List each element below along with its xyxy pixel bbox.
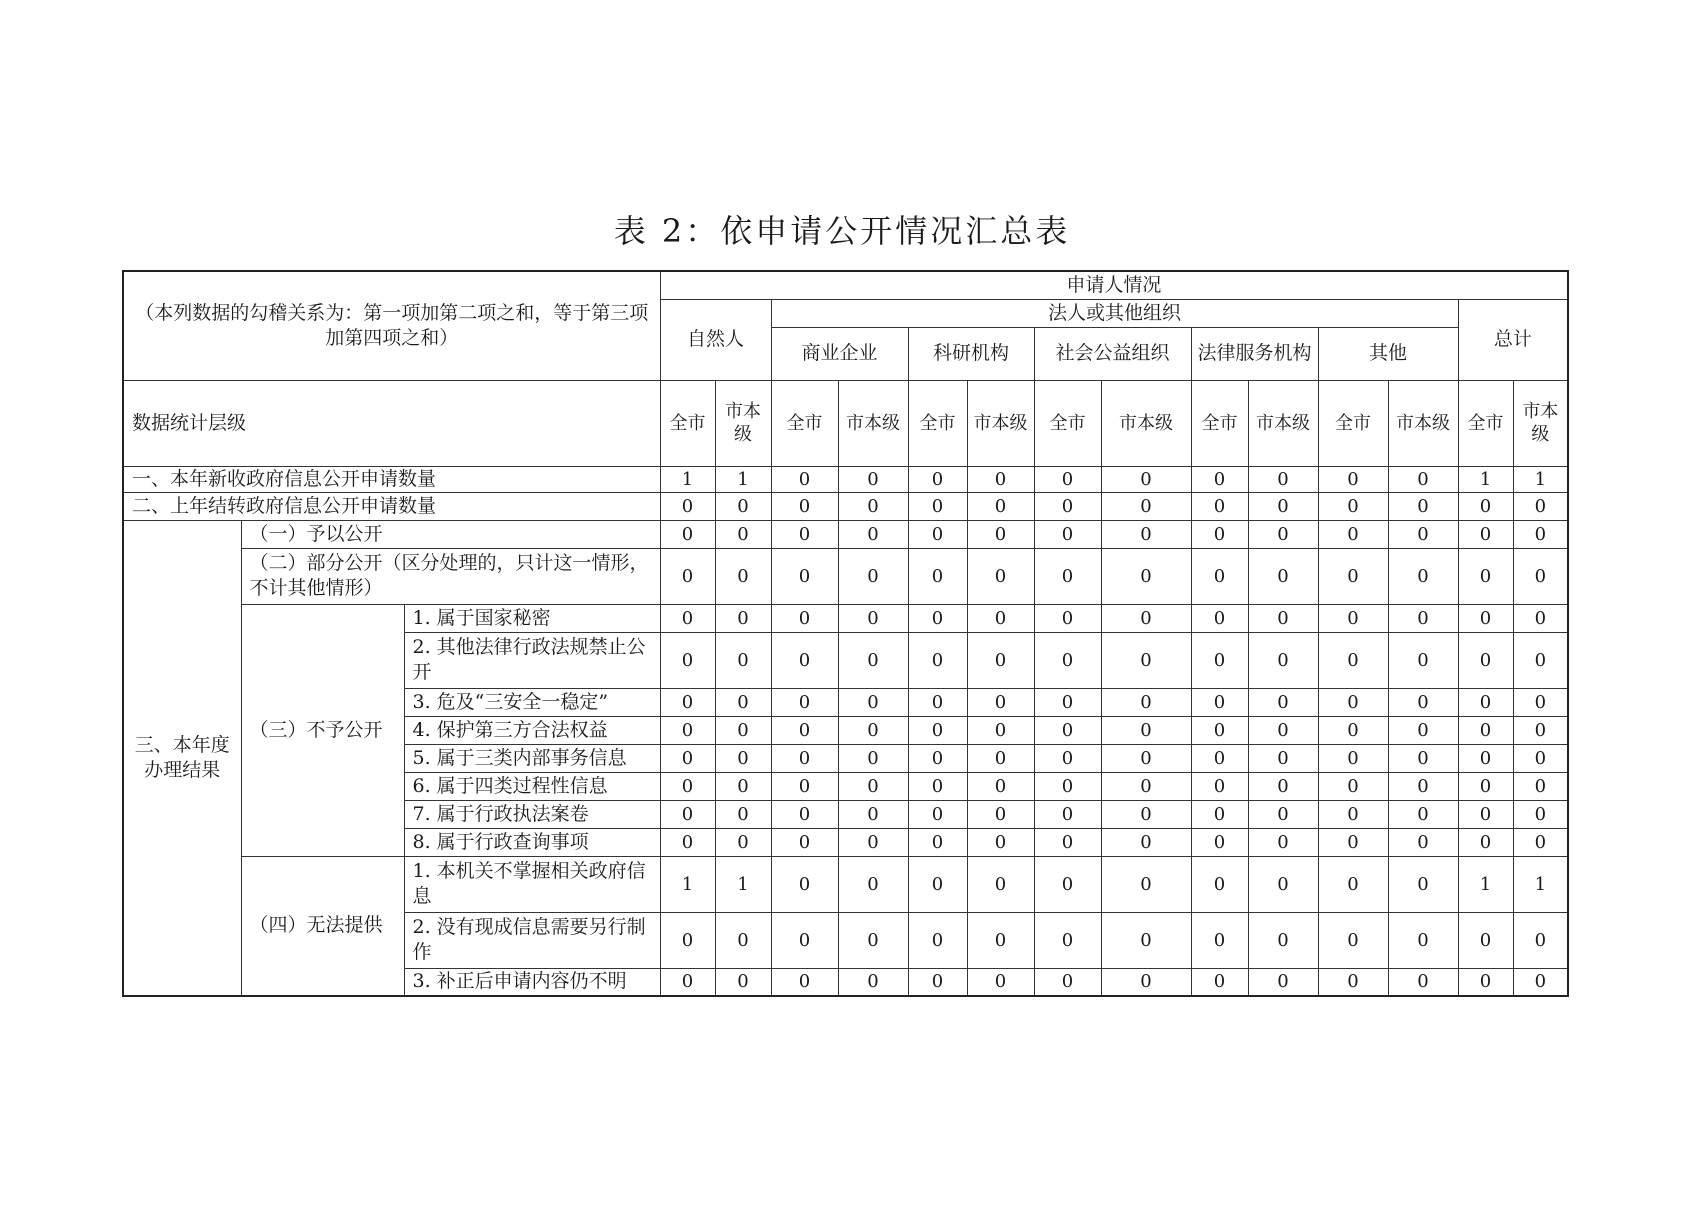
value-cell: 0 — [660, 520, 715, 548]
table-row — [123, 466, 1568, 492]
value-cell: 1 — [715, 466, 771, 492]
value-cell: 0 — [660, 492, 715, 520]
value-cell: 0 — [1458, 800, 1513, 828]
value-cell: 0 — [1101, 856, 1191, 912]
value-cell: 0 — [715, 800, 771, 828]
header-sub-col: 全市 — [908, 380, 967, 466]
value-cell: 0 — [1248, 688, 1318, 716]
value-cell: 0 — [908, 856, 967, 912]
value-cell: 0 — [838, 604, 908, 632]
value-cell: 0 — [1034, 604, 1101, 632]
value-cell: 0 — [1388, 520, 1458, 548]
value-cell: 0 — [1248, 520, 1318, 548]
value-cell: 0 — [771, 492, 838, 520]
value-cell: 1 — [1513, 856, 1568, 912]
value-cell: 0 — [1248, 604, 1318, 632]
value-cell: 0 — [1318, 912, 1388, 968]
value-cell: 0 — [1318, 800, 1388, 828]
value-cell: 0 — [1388, 772, 1458, 800]
value-cell: 0 — [1513, 772, 1568, 800]
value-cell: 0 — [1388, 828, 1458, 856]
value-cell: 0 — [1191, 632, 1248, 688]
value-cell: 1 — [1458, 856, 1513, 912]
row-label: 3. 补正后申请内容仍不明 — [404, 968, 660, 996]
value-cell: 0 — [1034, 856, 1101, 912]
header-sub-col: 全市 — [660, 380, 715, 466]
value-cell: 0 — [1034, 520, 1101, 548]
value-cell: 0 — [771, 604, 838, 632]
value-cell: 0 — [1458, 548, 1513, 604]
value-cell: 0 — [838, 688, 908, 716]
value-cell: 0 — [1191, 492, 1248, 520]
value-cell: 0 — [1318, 688, 1388, 716]
value-cell: 0 — [967, 912, 1034, 968]
value-cell: 0 — [1101, 688, 1191, 716]
group-label-3: 三、本年度办理结果 — [123, 520, 241, 996]
value-cell: 0 — [1101, 632, 1191, 688]
value-cell: 0 — [1191, 466, 1248, 492]
value-cell: 0 — [1191, 520, 1248, 548]
value-cell: 0 — [1513, 968, 1568, 996]
value-cell: 0 — [660, 912, 715, 968]
value-cell: 0 — [967, 828, 1034, 856]
value-cell: 0 — [715, 772, 771, 800]
row-label: 8. 属于行政查询事项 — [404, 828, 660, 856]
value-cell: 0 — [1513, 520, 1568, 548]
value-cell: 0 — [967, 716, 1034, 744]
value-cell: 0 — [1248, 800, 1318, 828]
value-cell: 0 — [1191, 968, 1248, 996]
value-cell: 0 — [908, 604, 967, 632]
row-label: （二）部分公开（区分处理的，只计这一情形，不计其他情形） — [241, 548, 660, 604]
value-cell: 0 — [1388, 632, 1458, 688]
value-cell: 0 — [1191, 688, 1248, 716]
value-cell: 0 — [838, 856, 908, 912]
value-cell: 0 — [908, 968, 967, 996]
value-cell: 0 — [967, 968, 1034, 996]
row-label: 5. 属于三类内部事务信息 — [404, 744, 660, 772]
row-label: 2. 没有现成信息需要另行制作 — [404, 912, 660, 968]
value-cell: 0 — [1034, 912, 1101, 968]
value-cell: 0 — [660, 604, 715, 632]
value-cell: 0 — [715, 716, 771, 744]
value-cell: 0 — [1101, 912, 1191, 968]
value-cell: 0 — [1034, 688, 1101, 716]
value-cell: 0 — [771, 800, 838, 828]
value-cell: 0 — [967, 604, 1034, 632]
value-cell: 0 — [715, 744, 771, 772]
value-cell: 0 — [1458, 912, 1513, 968]
value-cell: 0 — [967, 688, 1034, 716]
value-cell: 0 — [1248, 912, 1318, 968]
header-legal-org: 法人或其他组织 — [771, 299, 1458, 327]
value-cell: 0 — [715, 968, 771, 996]
value-cell: 0 — [771, 828, 838, 856]
value-cell: 0 — [838, 968, 908, 996]
value-cell: 0 — [1034, 492, 1101, 520]
value-cell: 0 — [1318, 548, 1388, 604]
table-row — [123, 492, 1568, 520]
header-note: （本列数据的勾稽关系为：第一项加第二项之和，等于第三项加第四项之和） — [123, 271, 660, 380]
value-cell: 0 — [771, 688, 838, 716]
value-cell: 0 — [1513, 632, 1568, 688]
value-cell: 0 — [967, 772, 1034, 800]
header-sub-col: 市本级 — [1248, 380, 1318, 466]
value-cell: 0 — [715, 548, 771, 604]
header-sub-col: 市本级 — [1101, 380, 1191, 466]
value-cell: 0 — [1458, 492, 1513, 520]
value-cell: 0 — [838, 716, 908, 744]
value-cell: 0 — [967, 744, 1034, 772]
value-cell: 0 — [660, 800, 715, 828]
header-org-type: 商业企业 — [771, 327, 908, 380]
value-cell: 0 — [838, 548, 908, 604]
group-label-3-4: （四）无法提供 — [241, 856, 404, 996]
header-org-type: 其他 — [1318, 327, 1458, 380]
value-cell: 0 — [1318, 632, 1388, 688]
value-cell: 0 — [771, 716, 838, 744]
row-label: 1. 本机关不掌握相关政府信息 — [404, 856, 660, 912]
value-cell: 0 — [1034, 828, 1101, 856]
value-cell: 0 — [1101, 520, 1191, 548]
value-cell: 0 — [660, 632, 715, 688]
header-sub-col: 全市 — [1458, 380, 1513, 466]
value-cell: 0 — [1458, 828, 1513, 856]
group-label-3-3: （三）不予公开 — [241, 604, 404, 856]
value-cell: 0 — [1191, 856, 1248, 912]
value-cell: 0 — [967, 466, 1034, 492]
value-cell: 0 — [967, 520, 1034, 548]
value-cell: 0 — [660, 548, 715, 604]
value-cell: 0 — [1458, 520, 1513, 548]
value-cell: 1 — [715, 856, 771, 912]
row-label: 7. 属于行政执法案卷 — [404, 800, 660, 828]
value-cell: 0 — [1318, 716, 1388, 744]
value-cell: 0 — [1191, 912, 1248, 968]
value-cell: 0 — [1318, 604, 1388, 632]
value-cell: 0 — [1101, 466, 1191, 492]
value-cell: 0 — [908, 800, 967, 828]
value-cell: 0 — [660, 688, 715, 716]
value-cell: 0 — [715, 688, 771, 716]
value-cell: 0 — [1458, 632, 1513, 688]
header-natural-person: 自然人 — [660, 299, 771, 380]
row-label: 6. 属于四类过程性信息 — [404, 772, 660, 800]
value-cell: 0 — [1248, 744, 1318, 772]
value-cell: 0 — [1248, 492, 1318, 520]
value-cell: 0 — [838, 772, 908, 800]
header-sub-col: 市本级 — [967, 380, 1034, 466]
value-cell: 0 — [1191, 772, 1248, 800]
value-cell: 0 — [1318, 492, 1388, 520]
header-applicant: 申请人情况 — [660, 271, 1568, 299]
value-cell: 0 — [908, 688, 967, 716]
table-row — [123, 271, 1568, 299]
value-cell: 0 — [1191, 604, 1248, 632]
value-cell: 0 — [1318, 520, 1388, 548]
header-sub-col: 全市 — [1318, 380, 1388, 466]
value-cell: 0 — [771, 856, 838, 912]
value-cell: 0 — [908, 772, 967, 800]
value-cell: 0 — [967, 492, 1034, 520]
value-cell: 0 — [1318, 856, 1388, 912]
value-cell: 0 — [715, 912, 771, 968]
value-cell: 0 — [838, 828, 908, 856]
value-cell: 0 — [1101, 548, 1191, 604]
value-cell: 0 — [838, 520, 908, 548]
value-cell: 0 — [838, 912, 908, 968]
value-cell: 0 — [1191, 548, 1248, 604]
value-cell: 1 — [660, 856, 715, 912]
value-cell: 0 — [771, 632, 838, 688]
value-cell: 0 — [715, 492, 771, 520]
value-cell: 0 — [908, 912, 967, 968]
value-cell: 0 — [1513, 716, 1568, 744]
value-cell: 1 — [1513, 466, 1568, 492]
value-cell: 0 — [1034, 800, 1101, 828]
value-cell: 0 — [1513, 548, 1568, 604]
value-cell: 0 — [1458, 772, 1513, 800]
value-cell: 0 — [908, 520, 967, 548]
value-cell: 0 — [908, 828, 967, 856]
value-cell: 0 — [1101, 800, 1191, 828]
value-cell: 0 — [1034, 744, 1101, 772]
value-cell: 0 — [1034, 466, 1101, 492]
value-cell: 0 — [967, 856, 1034, 912]
value-cell: 0 — [967, 800, 1034, 828]
value-cell: 0 — [1034, 772, 1101, 800]
table-row — [123, 856, 1568, 912]
row-label: 1. 属于国家秘密 — [404, 604, 660, 632]
value-cell: 1 — [660, 466, 715, 492]
row-label: 二、上年结转政府信息公开申请数量 — [123, 492, 660, 520]
value-cell: 0 — [1513, 912, 1568, 968]
table-row — [123, 520, 1568, 548]
value-cell: 0 — [771, 466, 838, 492]
value-cell: 0 — [771, 520, 838, 548]
value-cell: 0 — [660, 744, 715, 772]
value-cell: 0 — [1034, 632, 1101, 688]
value-cell: 0 — [838, 492, 908, 520]
value-cell: 0 — [838, 800, 908, 828]
summary-table — [122, 270, 1569, 997]
value-cell: 0 — [1191, 744, 1248, 772]
header-sub-col: 市本级 — [1388, 380, 1458, 466]
value-cell: 0 — [771, 744, 838, 772]
header-total: 总计 — [1458, 299, 1568, 380]
row-label: 2. 其他法律行政法规禁止公开 — [404, 632, 660, 688]
value-cell: 0 — [838, 744, 908, 772]
value-cell: 0 — [1458, 744, 1513, 772]
value-cell: 0 — [715, 604, 771, 632]
value-cell: 0 — [1458, 604, 1513, 632]
value-cell: 0 — [1248, 466, 1318, 492]
value-cell: 0 — [1388, 716, 1458, 744]
value-cell: 0 — [771, 968, 838, 996]
header-org-type: 法律服务机构 — [1191, 327, 1318, 380]
value-cell: 0 — [1388, 688, 1458, 716]
header-org-type: 社会公益组织 — [1034, 327, 1191, 380]
value-cell: 0 — [1458, 716, 1513, 744]
row-label: （一）予以公开 — [241, 520, 660, 548]
value-cell: 0 — [1248, 828, 1318, 856]
value-cell: 0 — [1388, 800, 1458, 828]
value-cell: 0 — [660, 968, 715, 996]
value-cell: 0 — [1248, 548, 1318, 604]
value-cell: 0 — [1191, 800, 1248, 828]
value-cell: 0 — [1458, 688, 1513, 716]
value-cell: 0 — [1034, 548, 1101, 604]
value-cell: 0 — [1513, 800, 1568, 828]
row-label: 3. 危及“三安全一稳定” — [404, 688, 660, 716]
value-cell: 0 — [908, 744, 967, 772]
value-cell: 0 — [1318, 828, 1388, 856]
value-cell: 0 — [1513, 744, 1568, 772]
value-cell: 0 — [1101, 968, 1191, 996]
value-cell: 0 — [1388, 968, 1458, 996]
value-cell: 0 — [771, 912, 838, 968]
value-cell: 0 — [1388, 492, 1458, 520]
header-org-type: 科研机构 — [908, 327, 1034, 380]
value-cell: 0 — [1101, 716, 1191, 744]
value-cell: 0 — [1388, 912, 1458, 968]
value-cell: 0 — [1248, 968, 1318, 996]
value-cell: 0 — [1191, 716, 1248, 744]
value-cell: 0 — [908, 492, 967, 520]
value-cell: 0 — [1388, 856, 1458, 912]
value-cell: 0 — [660, 772, 715, 800]
value-cell: 0 — [1318, 968, 1388, 996]
value-cell: 0 — [1388, 604, 1458, 632]
header-level-label: 数据统计层级 — [123, 380, 660, 466]
value-cell: 0 — [1388, 548, 1458, 604]
header-sub-col: 全市 — [1191, 380, 1248, 466]
value-cell: 0 — [1458, 968, 1513, 996]
value-cell: 0 — [1513, 492, 1568, 520]
value-cell: 0 — [1248, 772, 1318, 800]
value-cell: 0 — [715, 632, 771, 688]
value-cell: 0 — [1101, 604, 1191, 632]
value-cell: 0 — [1248, 856, 1318, 912]
value-cell: 0 — [715, 828, 771, 856]
value-cell: 0 — [1034, 716, 1101, 744]
value-cell: 0 — [908, 716, 967, 744]
value-cell: 0 — [908, 466, 967, 492]
row-label: 4. 保护第三方合法权益 — [404, 716, 660, 744]
value-cell: 1 — [1458, 466, 1513, 492]
value-cell: 0 — [1248, 632, 1318, 688]
value-cell: 0 — [1101, 492, 1191, 520]
value-cell: 0 — [1101, 828, 1191, 856]
value-cell: 0 — [660, 828, 715, 856]
value-cell: 0 — [838, 632, 908, 688]
value-cell: 0 — [967, 632, 1034, 688]
header-sub-col: 市本级 — [838, 380, 908, 466]
value-cell: 0 — [1034, 968, 1101, 996]
value-cell: 0 — [1248, 716, 1318, 744]
header-sub-col: 全市 — [1034, 380, 1101, 466]
value-cell: 0 — [1101, 772, 1191, 800]
header-sub-col: 全市 — [771, 380, 838, 466]
value-cell: 0 — [771, 772, 838, 800]
table-row — [123, 380, 1568, 466]
value-cell: 0 — [1318, 744, 1388, 772]
value-cell: 0 — [1388, 466, 1458, 492]
value-cell: 0 — [715, 520, 771, 548]
row-label: 一、本年新收政府信息公开申请数量 — [123, 466, 660, 492]
header-sub-col: 市本级 — [1513, 380, 1568, 466]
table-row — [123, 548, 1568, 604]
value-cell: 0 — [660, 716, 715, 744]
page-title: 表 2：依申请公开情况汇总表 — [613, 212, 1071, 250]
value-cell: 0 — [967, 548, 1034, 604]
value-cell: 0 — [1388, 744, 1458, 772]
value-cell: 0 — [771, 548, 838, 604]
value-cell: 0 — [1318, 772, 1388, 800]
value-cell: 0 — [1318, 466, 1388, 492]
value-cell: 0 — [1191, 828, 1248, 856]
header-sub-col: 市本级 — [715, 380, 771, 466]
value-cell: 0 — [1513, 688, 1568, 716]
value-cell: 0 — [1513, 604, 1568, 632]
value-cell: 0 — [1513, 828, 1568, 856]
value-cell: 0 — [1101, 744, 1191, 772]
value-cell: 0 — [908, 632, 967, 688]
value-cell: 0 — [908, 548, 967, 604]
value-cell: 0 — [838, 466, 908, 492]
table-row — [123, 604, 1568, 632]
